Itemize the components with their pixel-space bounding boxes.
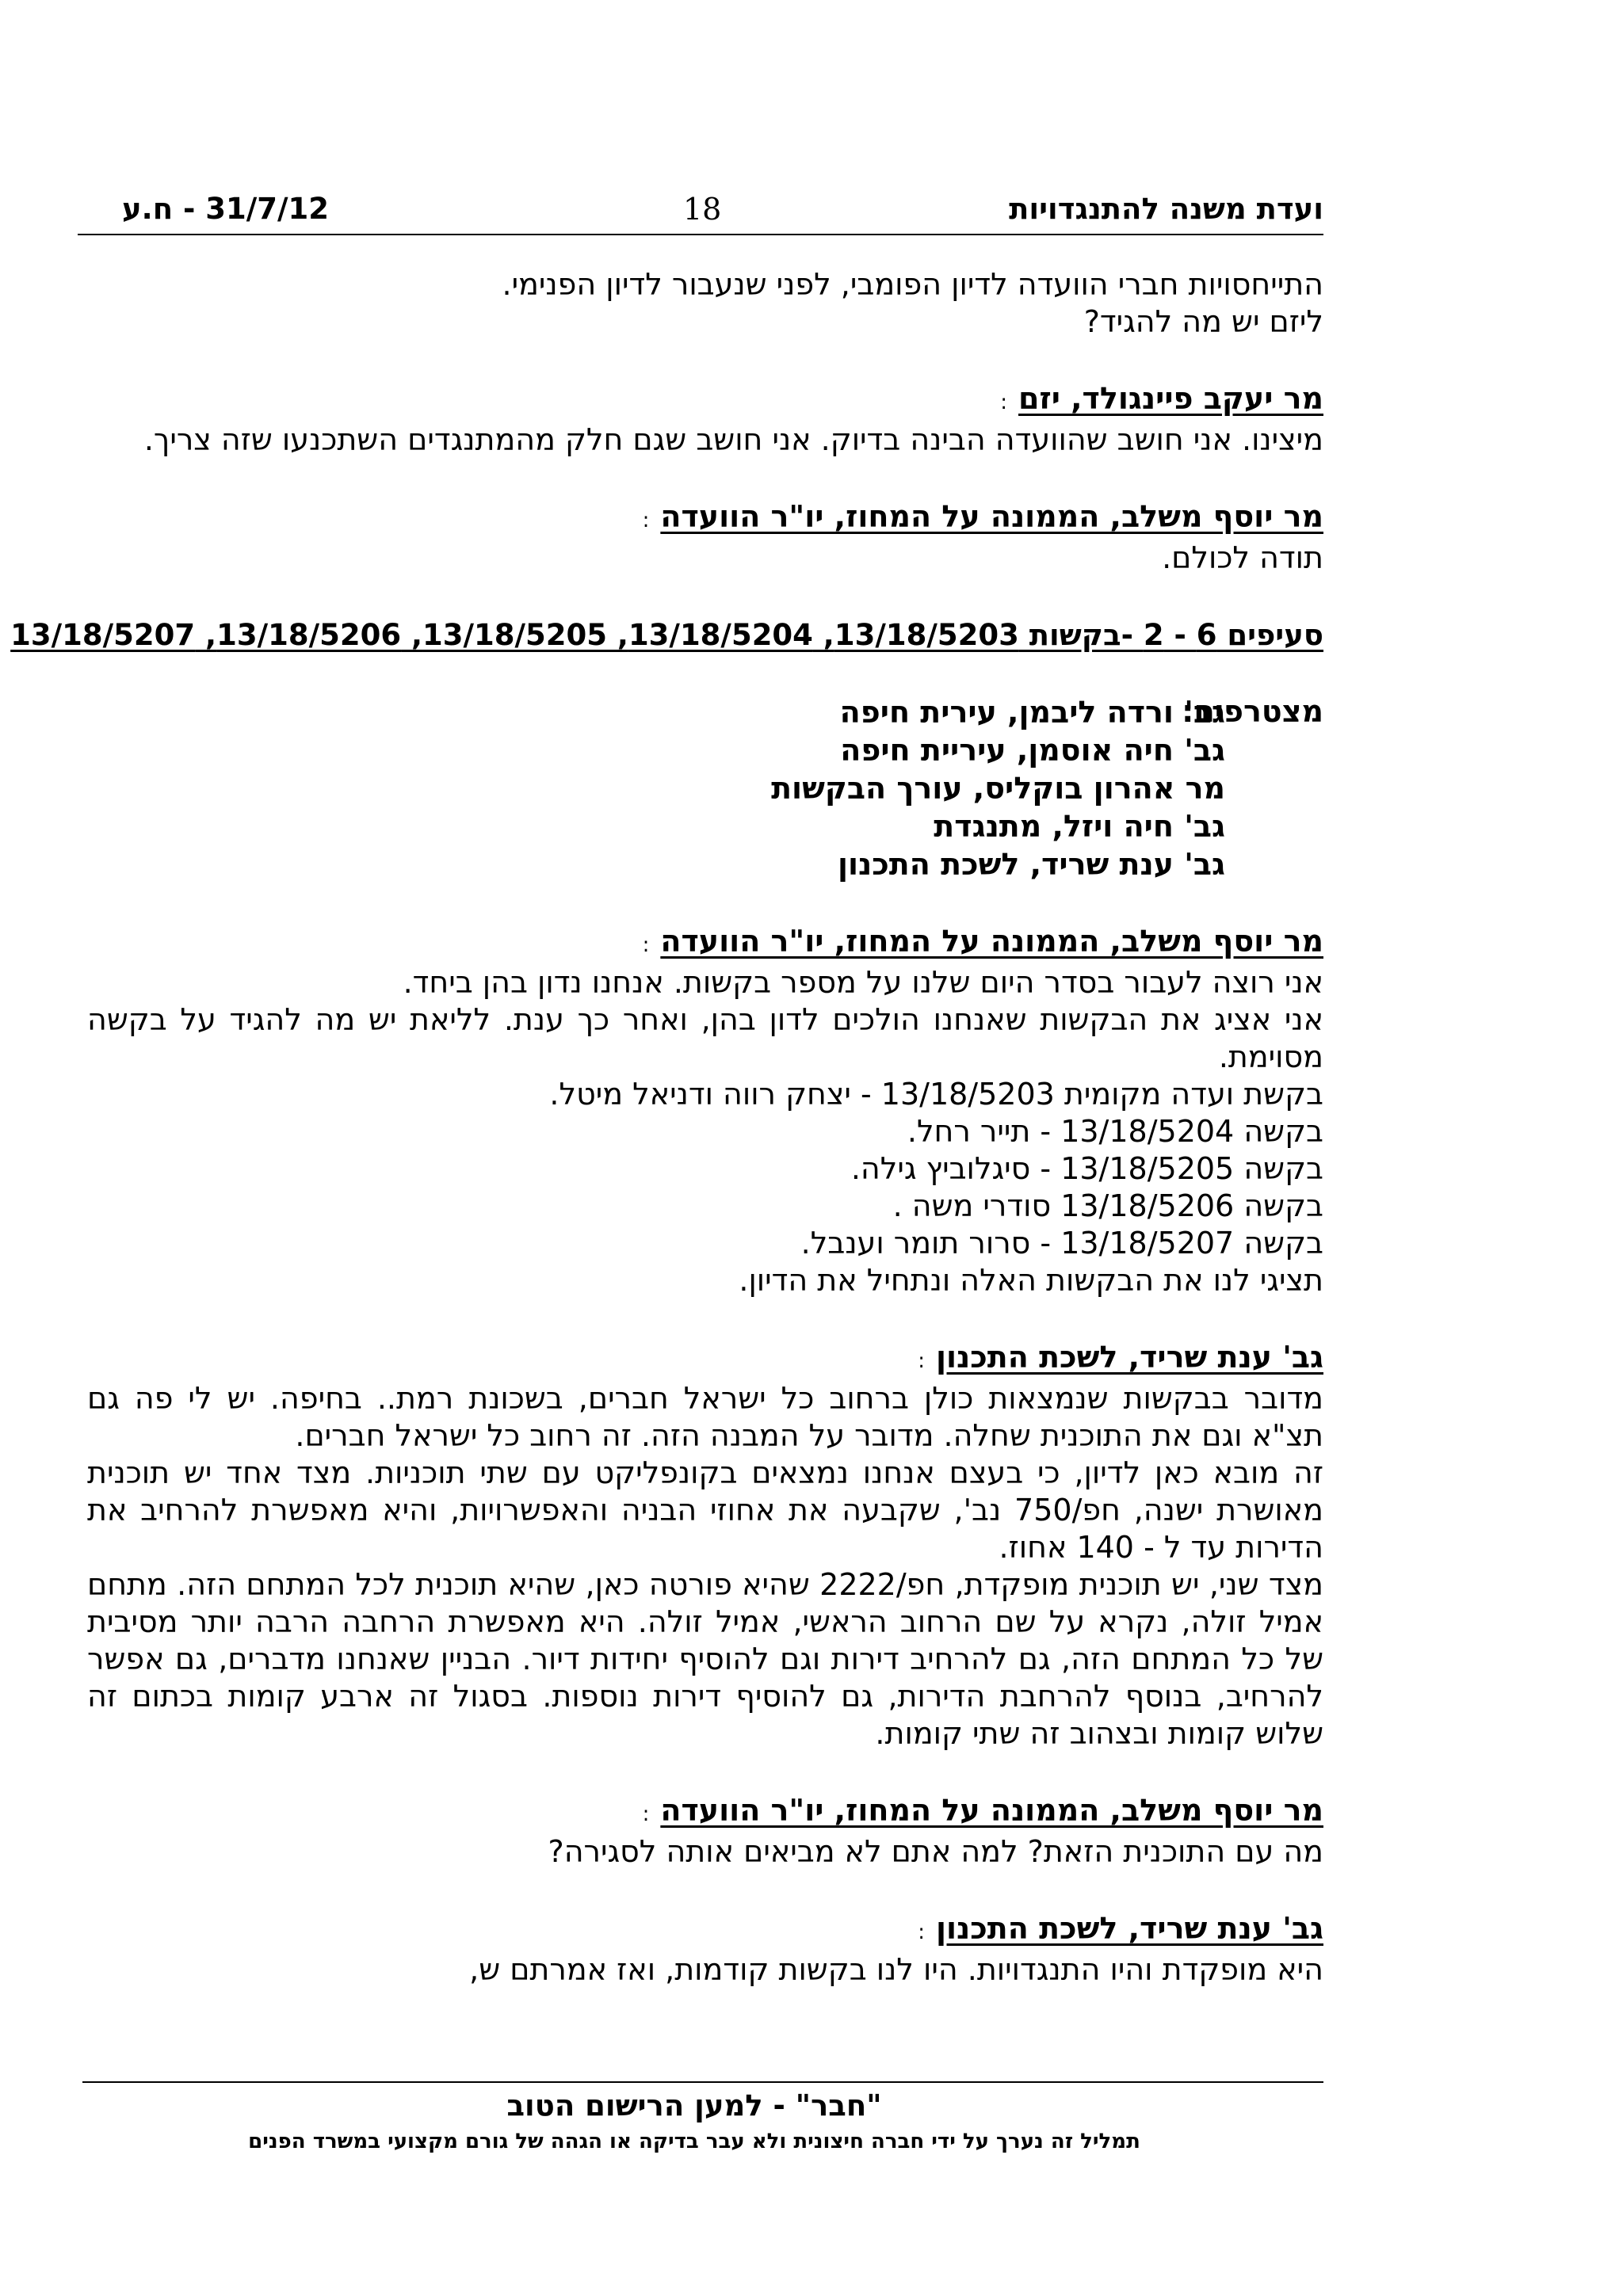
paragraph: התייחסויות חברי הוועדה לדיון הפומבי, לפני שנעבור לדיון הפנימי. bbox=[502, 267, 1323, 302]
speaker-colon: : bbox=[642, 933, 650, 957]
paragraph: בקשה 13/18/5207 - סרור תומר וענבל. bbox=[800, 1226, 1323, 1261]
speaker-name: מר יעקב פיינגולד, יזם bbox=[1018, 381, 1323, 416]
paragraph: תודה לכולם. bbox=[1162, 540, 1323, 575]
speaker-line bbox=[87, 1910, 1323, 1951]
participant-name: גב' חיה ויזל, מתנגדת bbox=[934, 809, 1225, 844]
paragraph: אני רוצה לעבור בסדר היום שלנו על מספר בקשות. אנחנו נדון בהן ביחד. bbox=[403, 965, 1323, 1000]
participants-label: מצטרפים: bbox=[1182, 694, 1323, 729]
participant-name: גב' ורדה ליבמן, עירית חיפה bbox=[839, 695, 1225, 730]
paragraph: תציגי לנו את הבקשות האלה ונתחיל את הדיון. bbox=[739, 1263, 1323, 1298]
speaker-colon: : bbox=[918, 1920, 925, 1944]
paragraph: היא מופקדת והיו התנגדויות. היו לנו בקשות קודמות, ואז אמרתם ש, bbox=[469, 1952, 1323, 1987]
paragraph: מצד שני, יש תוכנית מופקדת, חפ/2222 שהיא פורטה כאן, שהיא תוכנית לכל המתחם הזה. מתחם אמיל זולה, נקרא על שם הרחוב הראשי, אמיל זולה. היא מאפשרת הרחבה הרבה יותר מסיבית של כל המתחם הזה, גם להרחיב דירות וגם להוסיף יחידות דיור. הבניין שאנחנו מדברים, גם אפשר להרחיב, בנוסף להרחבת הדירות, גם להוסיף דירות נוספות. בסגול זה ארבע קומות בכתום זה שלוש קומות ובצהוב זה שתי קומות. bbox=[87, 1567, 1323, 1751]
participant-name: גב' ענת שריד, לשכת התכנון bbox=[837, 847, 1225, 882]
paragraph: ליזם יש מה להגיד? bbox=[1083, 304, 1323, 339]
speaker-name: גב' ענת שריד, לשכת התכנון bbox=[935, 1340, 1323, 1375]
header-divider bbox=[78, 234, 1323, 235]
speaker-line bbox=[87, 1792, 1323, 1833]
page-number: 18 bbox=[683, 192, 722, 227]
paragraph: בקשה 13/18/5206 סודרי משה . bbox=[892, 1188, 1323, 1223]
paragraph: בקשת ועדה מקומית 13/18/5203 - יצחק רווה ודניאל מיטל. bbox=[549, 1077, 1323, 1112]
footer-disclaimer: תמליל זה נערך על ידי חברה חיצונית ולא עבר בדיקה או הגהה של גורם מקצועי במשרד הפנים bbox=[248, 2130, 1140, 2153]
speaker-line bbox=[87, 380, 1323, 421]
speaker-line bbox=[87, 498, 1323, 540]
paragraph: מה עם התוכנית הזאת? למה אתם לא מביאים אותה לסגירה? bbox=[548, 1834, 1323, 1869]
paragraph: אני אציג את הבקשות שאנחנו הולכים לדון בהן, ואחר כך ענת. לליאת יש מה להגיד על בקשה מסוימת. bbox=[87, 1002, 1323, 1074]
speaker-name: מר יוסף משלב, הממונה על המחוז, יו"ר הוועדה bbox=[660, 924, 1323, 959]
speaker-colon: : bbox=[918, 1349, 925, 1373]
paragraph: זה מובא כאן לדיון, כי בעצם אנחנו נמצאים בקונפליקט עם שתי תוכניות. מצד אחד יש תוכנית מאושרת ישנה, חפ/750 נב', שקבעה את אחוזי הבניה והאפשרויות, והיא מאפשרת להרחיב את הדירות עד ל - 140 אחוז. bbox=[87, 1455, 1323, 1565]
speaker-colon: : bbox=[1000, 391, 1008, 414]
paragraph: בקשה 13/18/5204 - תייר רחל. bbox=[907, 1114, 1323, 1149]
paragraph: מיצינו. אני חושב שהוועדה הבינה בדיוק. אני חושב שגם חלק מהמתנגדים השתכנעו שזה צריך. bbox=[143, 422, 1323, 457]
speaker-line bbox=[87, 1339, 1323, 1380]
speaker-colon: : bbox=[642, 509, 650, 532]
footer-brand: "חבר" - למען הרישום הטוב bbox=[506, 2088, 882, 2122]
speaker-name: גב' ענת שריד, לשכת התכנון bbox=[935, 1911, 1323, 1946]
speaker-line bbox=[87, 923, 1323, 964]
committee-name: ועדת משנה להתנגדויות bbox=[1009, 192, 1323, 226]
participants-list bbox=[771, 693, 1225, 883]
transcript-body bbox=[10, 266, 1323, 1989]
date-initials: 31/7/12 - ח.ע bbox=[122, 192, 330, 226]
section-title: סעיפים 6 - 2 -בקשות 13/18/5203, 13/18/5204, 13/18/5205, 13/18/5206, 13/18/5207 bbox=[10, 618, 1323, 652]
page-header bbox=[78, 192, 1323, 231]
speaker-colon: : bbox=[642, 1802, 650, 1826]
participant-name: מר אהרון בוקליס, עורך הבקשות bbox=[771, 771, 1225, 806]
participant-name: גב' חיה אוסמן, עיריית חיפה bbox=[840, 733, 1225, 768]
speaker-name: מר יוסף משלב, הממונה על המחוז, יו"ר הוועדה bbox=[660, 499, 1323, 534]
paragraph: בקשה 13/18/5205 - סיגלוביץ גילה. bbox=[850, 1151, 1323, 1186]
speaker-name: מר יוסף משלב, הממונה על המחוז, יו"ר הוועדה bbox=[660, 1793, 1323, 1828]
footer-divider bbox=[82, 2081, 1323, 2083]
paragraph: מדובר בבקשות שנמצאות כולן ברחוב כל ישראל חברים, בשכונת רמת.. בחיפה. יש לי פה גם תצ"א וגם את התוכנית שחלה. מדובר על המבנה הזה. זה רחוב כל ישראל חברים. bbox=[87, 1381, 1323, 1453]
participants-block bbox=[87, 693, 1323, 883]
